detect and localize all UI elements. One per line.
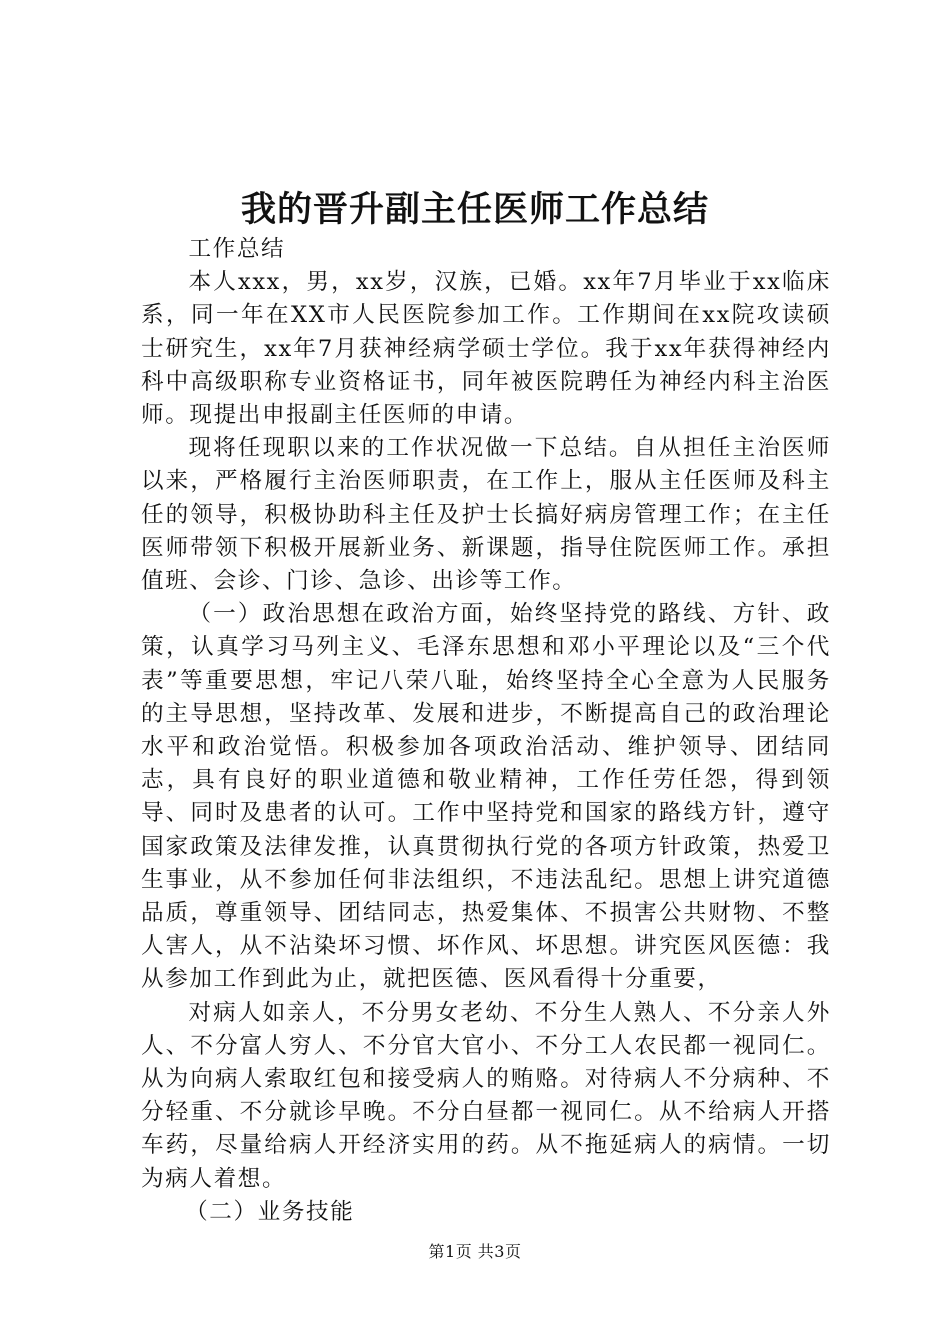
paragraph-patient-care: 对病人如亲人，不分男女老幼、不分生人熟人、不分亲人外人、不分富人穷人、不分官大官小、不分工人农民都一视同仁。从为向病人索取红包和接受病人的贿赂。对待病人不分病种、不分轻重、不分就诊早晚。不分白昼都一视同仁。从不给病人开搭车药，尽量给病人开经济实用的药。从不拖延病人的病情。一切为病人着想。 [141, 999, 831, 1192]
document-title: 我的晋升副主任医师工作总结 [240, 189, 709, 230]
document-body [141, 233, 831, 1229]
section-label: 工作总结 [188, 236, 286, 262]
paragraph-work-status: 现将任现职以来的工作状况做一下总结。自从担任主治医师以来，严格履行主治医师职责，在工作上，服从主任医师及科主任的领导，积极协助科主任及护士长搞好病房管理工作；在主任医师带领下积极开展新业务、新课题，指导住院医师工作。承担值班、会诊、门诊、急诊、出诊等工作。 [141, 435, 831, 595]
section-heading-skills: （二）业务技能 [185, 1198, 355, 1225]
page-footer: 第1页 共3页 [428, 1242, 522, 1261]
paragraph-personal-info: 本人xxx，男，xx岁，汉族，已婚。xx年7月毕业于xx临床系，同一年在XX市人民医院参加工作。工作期间在xx院攻读硕士研究生，xx年7月获神经病学硕士学位。我于xx年获得神经内科中高级职称专业资格证书，同年被医院聘任为神经内科主治医师。现提出申报副主任医师的申请。 [141, 269, 831, 429]
paragraph-political-thought: （一）政治思想在政治方面，始终坚持党的路线、方针、政策，认真学习马列主义、毛泽东思想和邓小平理论以及“三个代表”等重要思想，牢记八荣八耻，始终坚持全心全意为人民服务的主导思想，坚持改革、发展和进步，不断提高自己的政治理论水平和政治觉悟。积极参加各项政治活动、维护领导、团结同志，具有良好的职业道德和敬业精神，工作任劳任怨，得到领导、同时及患者的认可。工作中坚持党和国家的路线方针，遵守国家政策及法律发推，认真贯彻执行党的各项方针政策，热爱卫生事业，从不参加任何非法组织，不违法乱纪。思想上讲究道德品质，尊重领导、团结同志，热爱集体、不损害公共财物、不整人害人，从不沾染坏习惯、坏作风、坏思想。讲究医风医德：我从参加工作到此为止，就把医德、医风看得十分重要， [141, 601, 831, 993]
